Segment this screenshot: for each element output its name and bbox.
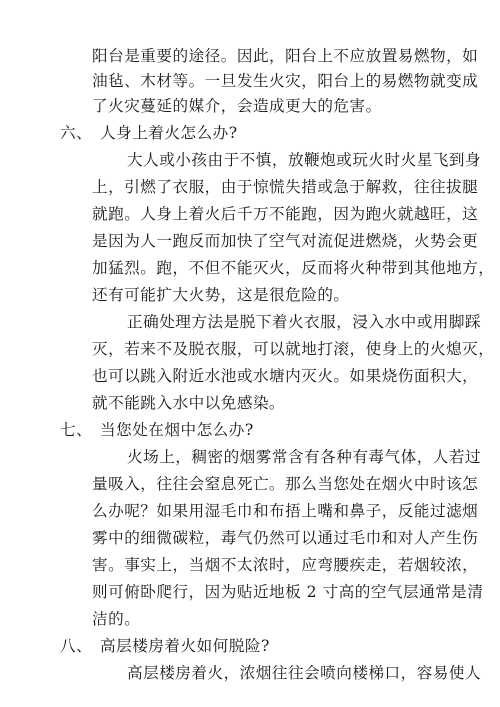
text-line: 洁的。	[92, 610, 141, 628]
section-heading-8	[60, 637, 270, 655]
text-line: 量吸入，往往会窒息死亡。那么当您处在烟火中时该怎	[92, 475, 479, 493]
section-heading-7	[60, 421, 254, 439]
text-line: 了火灾蔓延的媒介，会造成更大的危害。	[92, 97, 382, 115]
section-title: 人身上着火怎么办?	[100, 124, 238, 142]
text-line: 么办呢？如果用湿毛巾和布捂上嘴和鼻子，反能过滤烟	[92, 502, 479, 520]
text-line: 大人或小孩由于不慎，放鞭炮或玩火时火星飞到身	[127, 151, 482, 169]
text-line: 雾中的细微碳粒，毒气仍然可以通过毛巾和对人产生伤	[92, 529, 479, 547]
text-line: 加猛烈。跑，不但不能灭火，反而将火种带到其他地方，	[92, 259, 495, 277]
text-line: 上，引燃了衣服，由于惊慌失措或急于解救，往往拔腿	[92, 178, 479, 196]
text-line: 也可以跳入附近水池或水塘内灭火。如果烧伤面积大，	[92, 367, 479, 385]
text-line: 就不能跳入水中以免感染。	[92, 394, 286, 412]
text-line: 还有可能扩大火势，这是很危险的。	[92, 286, 350, 304]
section-title: 高层楼房着火如何脱险?	[100, 637, 270, 655]
section-number: 八、	[60, 637, 93, 655]
section-number: 六、	[60, 124, 93, 142]
text-line: 正确处理方法是脱下着火衣服，浸入水中或用脚踩	[127, 313, 482, 331]
text-line: 油毡、木材等。一旦发生火灾，阳台上的易燃物就变成	[92, 72, 479, 90]
text-line: 灭，若来不及脱衣服，可以就地打滚，使身上的火熄灭，	[92, 340, 495, 358]
section-heading-6	[60, 124, 238, 142]
section-title: 当您处在烟中怎么办?	[100, 421, 254, 439]
text-line: 就跑。人身上着火后千万不能跑，因为跑火就越旺，这	[92, 205, 479, 223]
section-number: 七、	[60, 421, 93, 439]
text-line: 阳台是重要的途径。因此，阳台上不应放置易燃物，如	[92, 47, 479, 65]
text-line: 是因为人一跑反而加快了空气对流促进燃烧，火势会更	[92, 232, 479, 250]
text-line: 则可俯卧爬行，因为贴近地板 2 寸高的空气层通常是清	[92, 583, 484, 601]
text-line: 火场上，稠密的烟雾常含有各种有毒气体，人若过	[127, 448, 482, 466]
text-line: 害。事实上，当烟不太浓时，应弯腰疾走，若烟较浓，	[92, 556, 479, 574]
text-line: 高层楼房着火，浓烟往往会喷向楼梯口，容易使人	[127, 664, 482, 682]
